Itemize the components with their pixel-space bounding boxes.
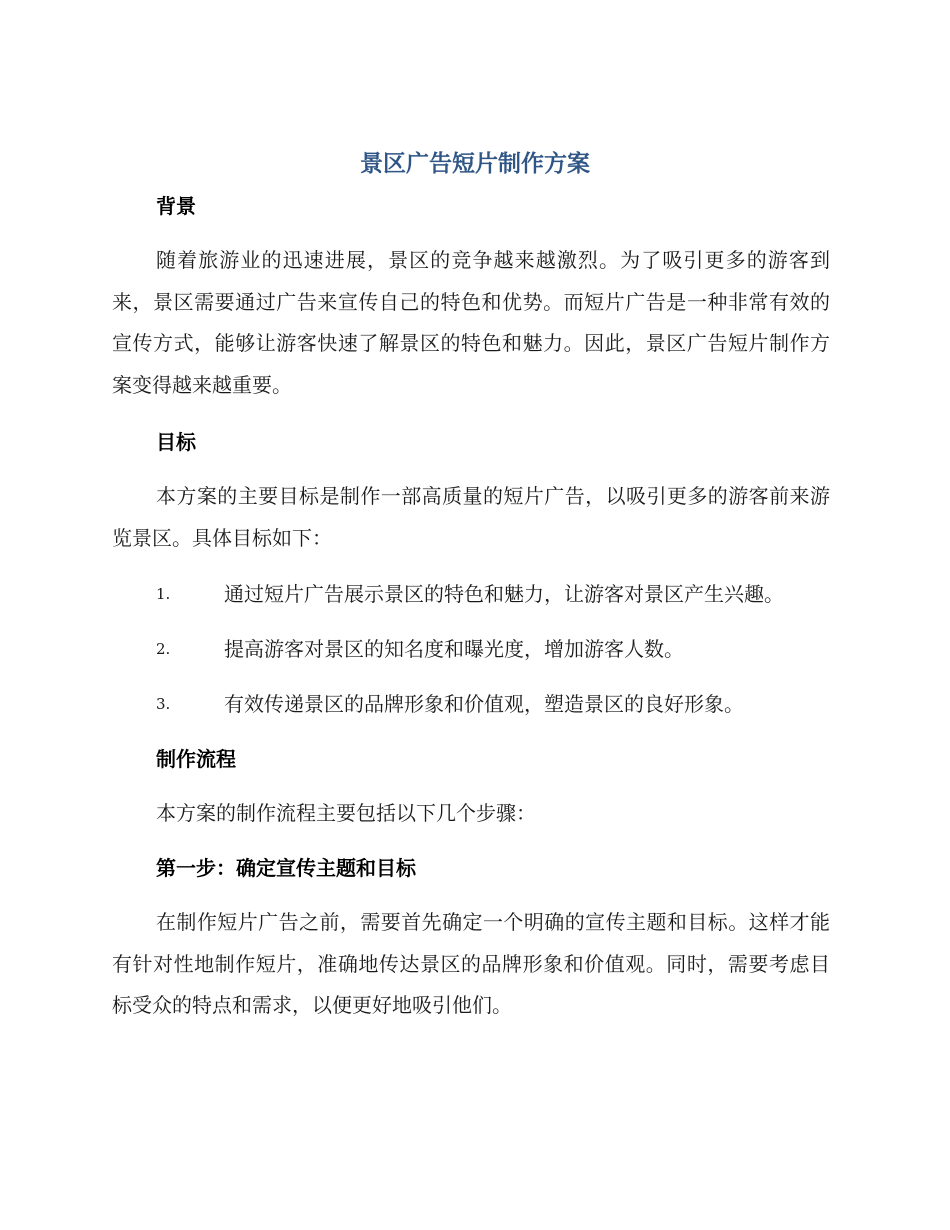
list-item	[156, 579, 856, 609]
goals-paragraph: 本方案的主要目标是制作一部高质量的短片广告，以吸引更多的游客前来游览景区。具体目标如下：	[112, 484, 830, 550]
list-item	[156, 689, 856, 719]
document-title: 景区广告短片制作方案	[360, 151, 590, 177]
list-text: 提高游客对景区的知名度和曝光度，增加游客人数。	[224, 637, 684, 661]
section-heading-process: 制作流程	[156, 747, 236, 771]
list-number: 2.	[156, 640, 171, 658]
section-heading-step1: 第一步：确定宣传主题和目标	[156, 856, 416, 880]
section-heading-goals: 目标	[156, 430, 196, 454]
background-paragraph: 随着旅游业的迅速进展，景区的竞争越来越激烈。为了吸引更多的游客到来，景区需要通过广告来宣传自己的特色和优势。而短片广告是一种非常有效的宣传方式，能够让游客快速了解景区的特色和魅力。因此，景区广告短片制作方案变得越来越重要。	[112, 248, 830, 397]
list-item	[156, 634, 856, 664]
list-number: 3.	[156, 695, 171, 713]
list-text: 有效传递景区的品牌形象和价值观，塑造景区的良好形象。	[224, 692, 744, 716]
step1-paragraph: 在制作短片广告之前，需要首先确定一个明确的宣传主题和目标。这样才能有针对性地制作短片，准确地传达景区的品牌形象和价值观。同时，需要考虑目标受众的特点和需求，以便更好地吸引他们。	[112, 910, 830, 1017]
list-number: 1.	[156, 585, 171, 603]
section-heading-background: 背景	[156, 194, 196, 218]
process-intro: 本方案的制作流程主要包括以下几个步骤：	[156, 801, 536, 825]
list-text: 通过短片广告展示景区的特色和魅力，让游客对景区产生兴趣。	[224, 582, 784, 606]
